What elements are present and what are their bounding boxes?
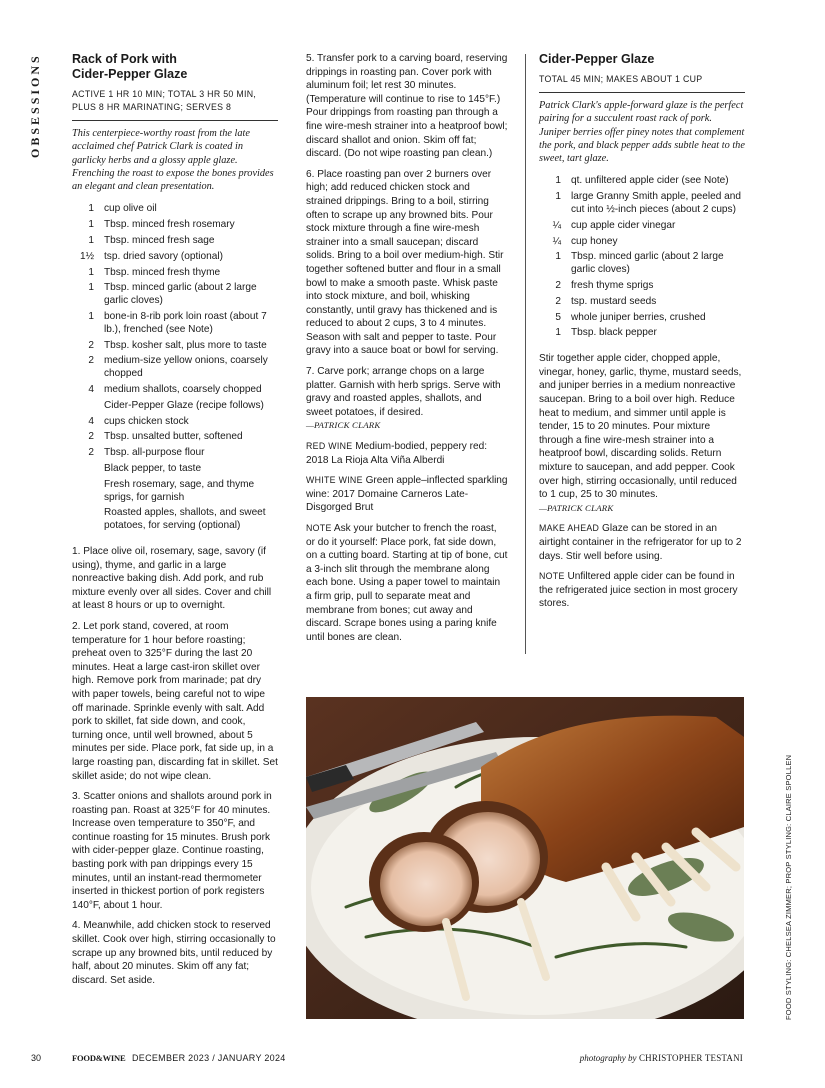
ingredient-item (72, 479, 278, 505)
method-step: 1. Place olive oil, rosemary, sage, savory (if using), thyme, and garlic in a large nonreactive baking dish. Add pork, and rub mixture evenly over all sides. Cover and chill at least 8 hours or up to overnight. (72, 546, 272, 612)
ingredient-text: large Granny Smith apple, peeled and cut into ½-inch pieces (about 2 cups) (571, 191, 742, 216)
ingredient-text: Black pepper, to taste (104, 463, 202, 475)
ingredient-text: tsp. dried savory (optional) (104, 250, 223, 262)
ingredient-quantity (72, 400, 104, 413)
make-ahead-label: MAKE AHEAD (539, 523, 600, 534)
ingredient-quantity: 1 (555, 327, 561, 339)
ingredient-item (72, 340, 278, 353)
ingredient-quantity (72, 479, 104, 505)
issue-date: DECEMBER 2023 / JANUARY 2024 (131, 1053, 286, 1063)
white-wine-label: WHITE WINE (306, 475, 363, 486)
glaze-intro: Patrick Clark's apple-forward glaze is the perfect pairing for a succulent roast rack of pork. Juniper berries offer piney notes that complement the pork, and black pepper adds subtle heat to the sweet, tart glaze. (539, 100, 745, 165)
ingredient-item (72, 384, 278, 397)
method-step: 5. Transfer pork to a carving board, reserving drippings in roasting pan. Cover pork with aluminum foil; let rest 30 minutes. (Temperature will continue to rise to 145°F.) Pour drippings from roasting pan through a fine wire-mesh strainer into a heatproof bowl; discard shallot and onion. Skim off fat; discard. (Do not wipe roasting pan clean.) (306, 53, 508, 160)
ingredient-item (539, 327, 745, 340)
step-7-signature (306, 419, 508, 433)
ingredient-text: qt. unfiltered apple cider (see Note) (571, 175, 729, 187)
ingredient-text: Fresh rosemary, sage, and thyme sprigs, for garnish (104, 478, 255, 503)
ingredient-quantity: 5 (555, 311, 561, 323)
ingredient-quantity: 1 (88, 219, 94, 231)
ingredient-quantity: 1 (88, 235, 94, 247)
method-steps-continued (306, 52, 508, 419)
recipe-title-line1: Rack of Pork with (72, 52, 177, 66)
ingredient-item (72, 251, 278, 264)
ingredient-item (539, 220, 745, 233)
ingredient-item (72, 507, 278, 533)
ingredient-quantity: 1 (88, 266, 94, 278)
ingredient-quantity: 1½ (79, 250, 94, 262)
ingredient-quantity (72, 507, 104, 533)
glaze-meta: TOTAL 45 MIN; MAKES ABOUT 1 CUP (539, 74, 703, 84)
ingredient-list (72, 203, 278, 533)
ingredient-quantity: 1 (555, 191, 561, 203)
ingredient-item (72, 355, 278, 381)
recipe-meta (72, 88, 278, 114)
ingredient-item (539, 191, 745, 217)
red-wine-pairing (306, 440, 508, 467)
section-label (28, 50, 46, 170)
glaze-column (539, 52, 745, 618)
page-number-text: 30 (31, 1053, 42, 1063)
method-step: 6. Place roasting pan over 2 burners over high; add reduced chicken stock and strained drippings. Bring to a boil, stirring often to scrape up any browned bits. Pour stock mixture through a fine wire-mesh strainer into a small saucepan; discard solids. Bring to a boil over medium-high. Stir together softened butter and flour in a small bowl to make a smooth paste. Whisk paste into stock mixture, and boil, whisking constantly, until gravy has thickened and is reduced to about 2 cups, 3 to 4 minutes. Season with salt and pepper to taste. Pour gravy into a sauce boat or bowl for serving. (306, 168, 504, 357)
column-divider (525, 54, 526, 654)
recipe-meta-line2: PLUS 8 HR MARINATING; SERVES 8 (72, 102, 232, 112)
ingredient-quantity: 1 (88, 203, 94, 215)
make-ahead-text: Glaze can be stored in an airtight container in the refrigerator for up to 2 days. Stir well before using. (539, 523, 742, 562)
photo-credit (580, 1053, 743, 1063)
glaze-method (539, 352, 745, 515)
ingredient-item (539, 175, 745, 188)
styling-credit-text: FOOD STYLING: CHELSEA ZIMMER; PROP STYLING: CLAIRE SPOLLEN (784, 754, 793, 1020)
photographer-name: CHRISTOPHER TESTANI (638, 1053, 743, 1063)
ingredient-text: fresh thyme sprigs (571, 280, 654, 292)
ingredient-text: whole juniper berries, crushed (571, 311, 706, 323)
photo-credit-label: photography by (579, 1053, 637, 1063)
make-ahead (539, 522, 745, 563)
glaze-ingredient-list (539, 175, 745, 340)
ingredient-text: Cider-Pepper Glaze (recipe follows) (104, 399, 264, 411)
page-number (31, 1053, 41, 1063)
note-label: NOTE (539, 571, 565, 582)
pork-roast-photo (306, 697, 744, 1019)
issue-line (72, 1053, 286, 1063)
ingredient-text: tsp. mustard seeds (571, 295, 657, 307)
ingredient-text: cup honey (571, 235, 618, 247)
note-text: Ask your butcher to french the roast, or do it yourself: Place pork, fat side down, on a cutting board. Starting at tip of bone, cut a 3-inch slit through the membrane along each bone. Using a paper towel to maintain a firm grip, pull to separate meat and membrane from bones; cut away and discard. Scrape bones using a paring knife until bones are clean. (306, 523, 508, 643)
ingredient-quantity: 4 (88, 415, 94, 427)
ingredient-item (72, 311, 278, 337)
ingredient-text: Tbsp. kosher salt, plus more to taste (104, 339, 267, 351)
method-steps (72, 545, 278, 987)
ingredient-item (72, 400, 278, 413)
glaze-method-text: Stir together apple cider, chopped apple, vinegar, honey, garlic, thyme, mustard seeds, and juniper berries in a medium nonreactive saucepan. Bring to a boil over high. Reduce heat to medium, and simmer until apple is tender, 15 to 20 minutes. Pour mixture through a fine wire-mesh strainer into a heatproof bowl, discarding solids. Return mixture to saucepan, and add pepper. Cook over high, stirring occasionally, until reduced to 1 cup, 25 to 30 minutes. (539, 353, 742, 501)
ingredient-text: Tbsp. minced garlic (about 2 large garlic cloves) (104, 282, 257, 307)
ingredient-text: Tbsp. minced fresh thyme (104, 266, 221, 278)
ingredient-item (539, 236, 745, 249)
ingredient-item (72, 463, 278, 476)
chef-signature: —PATRICK CLARK (539, 502, 614, 513)
divider (72, 120, 278, 121)
ingredient-text: Tbsp. unsalted butter, softened (104, 431, 243, 443)
ingredient-text: medium shallots, coarsely chopped (104, 384, 262, 396)
pork-roast-illustration (306, 697, 744, 1019)
note-text: Unfiltered apple cider can be found in the refrigerated juice section in most grocery stores. (539, 571, 738, 610)
method-step: 2. Let pork stand, covered, at room temperature for 1 hour before roasting; preheat oven to 325°F during the last 20 minutes. Heat a large cast-iron skillet over high. Remove pork from marinade; pat dry with paper towels, being careful not to wipe off marinade. Sprinkle evenly with salt. Add pork to skillet, fat side down, and cook, turning once, until well browned, about 5 minutes per side. Place pork, fat side up, in a large roasting pan, discarding fat in skillet. Set skillet aside; do not wipe clean. (72, 620, 278, 782)
ingredient-item (72, 203, 278, 216)
section-label-text: OBSESSIONS (28, 53, 42, 158)
ingredient-quantity: 2 (88, 339, 94, 351)
recipe-column-2 (306, 52, 508, 651)
ingredient-text: Tbsp. minced fresh sage (104, 235, 215, 247)
glaze-note (539, 570, 745, 611)
method-step: 7. Carve pork; arrange chops on a large platter. Garnish with herb sprigs. Serve with gravy and roasted apples, shallots, and sweet potatoes, if desired. (306, 366, 501, 418)
ingredient-item (539, 280, 745, 293)
ingredient-text: Tbsp. all-purpose flour (104, 447, 205, 459)
recipe-title-line2: Cider-Pepper Glaze (72, 67, 188, 81)
ingredient-item (72, 447, 278, 460)
ingredient-quantity: ¼ (552, 235, 561, 247)
ingredient-text: medium-size yellow onions, coarsely chopped (104, 355, 268, 380)
ingredient-quantity: 2 (88, 447, 94, 459)
glaze-title: Cider-Pepper Glaze (539, 52, 655, 66)
ingredient-item (72, 416, 278, 429)
ingredient-quantity: 2 (88, 431, 94, 443)
red-wine-label: RED WINE (306, 441, 353, 452)
ingredient-item (72, 235, 278, 248)
ingredient-text: cup olive oil (104, 203, 157, 215)
ingredient-quantity: 4 (88, 384, 94, 396)
ingredient-text: Roasted apples, shallots, and sweet potatoes, for serving (optional) (104, 507, 266, 532)
ingredient-item (539, 251, 745, 277)
ingredient-item (72, 282, 278, 308)
white-wine-pairing (306, 474, 508, 515)
ingredient-quantity: 1 (88, 311, 94, 323)
divider (539, 92, 745, 93)
ingredient-item (72, 267, 278, 280)
recipe-column-1 (72, 52, 278, 994)
ingredient-text: bone-in 8-rib pork loin roast (about 7 lb.), frenched (see Note) (104, 311, 267, 335)
ingredient-text: Tbsp. minced fresh rosemary (104, 219, 235, 231)
recipe-intro: This centerpiece-worthy roast from the late acclaimed chef Patrick Clark is coated in garlicky herbs and a glossy apple glaze. Frenching the roast to expose the bones provides an elegant and clean presentation. (72, 128, 274, 193)
recipe-note (306, 522, 508, 644)
ingredient-item (539, 296, 745, 309)
ingredient-quantity: 2 (555, 295, 561, 307)
ingredient-quantity (72, 463, 104, 476)
ingredient-quantity: 2 (555, 280, 561, 292)
ingredient-quantity: 1 (88, 282, 94, 294)
method-step: 3. Scatter onions and shallots around pork in roasting pan. Roast at 325°F for 40 minutes. Increase oven temperature to 350°F, and continue roasting for 15 minutes. Brush pork with cider-pepper glaze. Continue roasting, basting pork with pan drippings every 15 minutes, until an instant-read thermometer inserted in thickest portion of pork registers 140°F, about 1 hour. (72, 791, 272, 911)
red-wine-text: Medium-bodied, peppery red: 2018 La Rioja Alta Viña Alberdi (306, 441, 488, 466)
ingredient-quantity: 1 (555, 175, 561, 187)
ingredient-quantity: ¼ (552, 219, 561, 231)
ingredient-text: cup apple cider vinegar (571, 219, 676, 231)
method-step: 4. Meanwhile, add chicken stock to reserved skillet. Cook over high, stirring occasionally to scrape up any browned bits, until reduced by half, about 20 minutes. Skim off any fat; discard. Set aside. (72, 920, 276, 986)
ingredient-quantity: 2 (88, 355, 94, 367)
magazine-logo: FOOD&WINE (72, 1053, 126, 1063)
ingredient-item (72, 219, 278, 232)
note-label: NOTE (306, 523, 332, 533)
recipe-title (72, 52, 278, 82)
ingredient-quantity: 1 (555, 251, 561, 263)
ingredient-text: Tbsp. black pepper (571, 327, 657, 339)
styling-credit (784, 754, 798, 1020)
chef-signature: —PATRICK CLARK (306, 420, 381, 431)
white-wine-text: Green apple–inflected sparkling wine: 2017 Domaine Carneros Late-Disgorged Brut (306, 475, 508, 514)
recipe-meta-line1: ACTIVE 1 HR 10 MIN; TOTAL 3 HR 50 MIN, (72, 89, 257, 99)
ingredient-text: Tbsp. minced garlic (about 2 large garlic cloves) (571, 251, 724, 276)
ingredient-item (72, 431, 278, 444)
ingredient-item (539, 312, 745, 325)
ingredient-text: cups chicken stock (104, 415, 189, 427)
